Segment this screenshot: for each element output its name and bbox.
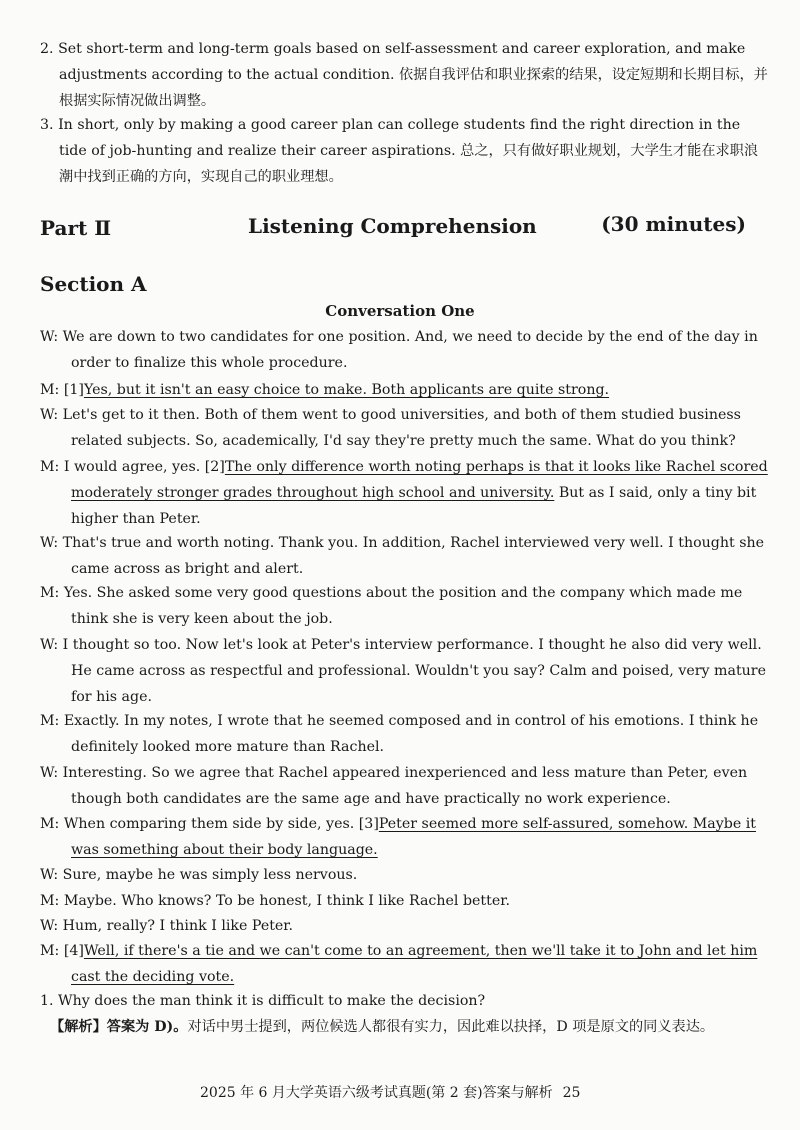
dialogue-line [40, 708, 783, 760]
dialogue-line [40, 402, 783, 454]
speaker-label: M: [40, 585, 60, 601]
line-text: When comparing them side by side, yes. [3] [63, 816, 379, 832]
speaker-label: M: [40, 943, 60, 959]
line-text: We are down to two candidates for one position. And, we need to decide by the end of the day in order to finalize this whole procedure. [62, 329, 758, 371]
part-title: Listening Comprehension [248, 214, 537, 238]
speaker-label: W: [40, 867, 59, 883]
analysis [50, 1014, 760, 1040]
line-text: Interesting. So we agree that Rachel appeared inexperienced and less mature than Peter, even though both candidates are the same age and have practically no work experience. [62, 765, 748, 807]
page-number: 25 [562, 1085, 581, 1101]
dialogue-line [40, 454, 783, 532]
underlined-answer-text: The only difference worth noting perhaps is that it looks like Rachel scored moderately stronger grades throughout high school and university. [71, 459, 768, 501]
line-text: I thought so too. Now let's look at Peter's interview performance. I thought he also did very well. He came across as respectful and professional. Wouldn't you say? Calm and poised, very mature for his age. [62, 637, 766, 705]
speaker-label: W: [40, 407, 59, 423]
speaker-label: W: [40, 637, 59, 653]
dialogue-line [40, 377, 783, 403]
line-text: Exactly. In my notes, I wrote that he seemed composed and in control of his emotions. I think he definitely looked more mature than Rachel. [63, 713, 759, 755]
question-1: 1. Why does the man think it is difficult to make the decision? [40, 993, 486, 1009]
dialogue-line [40, 811, 783, 863]
dialogue-line [40, 760, 783, 812]
underlined-answer-text: Well, if there's a tie and we can't come to an agreement, then we'll take it to John and let him cast the deciding vote. [71, 943, 758, 985]
speaker-label: M: [40, 382, 60, 398]
underlined-answer-text: Yes, but it isn't an easy choice to make. Both applicants are quite strong. [83, 382, 610, 398]
line-text: I would agree, yes. [2] [63, 459, 225, 475]
dialogue-line [40, 888, 783, 914]
speaker-label: M: [40, 713, 60, 729]
line-text: Yes. She asked some very good questions about the position and the company which made me think she is very keen about the job. [63, 585, 743, 627]
section-heading: Section A [40, 272, 147, 296]
dialogue-line [40, 913, 783, 939]
item-text: In short, only by making a good career plan can college students find the right direction in the tide of job-hunting and realize their career aspirations. 总之，只有做好职业规划，大学生才能在求职浪潮中找到正确的方向，实现自己的职业理想。 [58, 117, 759, 185]
item-number: 3. [40, 117, 54, 133]
footer-title: 2025 年 6 月大学英语六级考试真题(第 2 套)答案与解析 [200, 1085, 553, 1101]
list-item-3 [40, 112, 771, 190]
speaker-label: W: [40, 765, 59, 781]
item-text: Set short-term and long-term goals based on self-assessment and career exploration, and make adjustments according to the actual condition. 依据自我评估和职业探索的结果，设定短期和长期目标，并根据实际情况做出调整。 [58, 41, 768, 109]
analysis-tag: 【解析】答案为 D)。 [50, 1019, 188, 1035]
dialogue-line [40, 530, 783, 582]
conversation-title: Conversation One [325, 302, 475, 320]
line-text: But as I said, only a tiny bit higher than Peter. [71, 485, 757, 527]
part-time: (30 minutes) [601, 212, 746, 236]
part-heading [40, 212, 752, 244]
analysis-text: 对话中男士提到，两位候选人都很有实力，因此难以抉择，D 项是原文的同义表达。 [187, 1019, 715, 1035]
speaker-label: M: [40, 893, 60, 909]
speaker-label: M: [40, 459, 60, 475]
dialogue-line [40, 862, 783, 888]
speaker-label: W: [40, 535, 59, 551]
line-text: [4] [63, 943, 84, 959]
part-label: Part Ⅱ [40, 216, 112, 240]
list-item-2 [40, 36, 771, 114]
line-text: Hum, really? I think I like Peter. [62, 918, 294, 934]
underlined-answer-text: Peter seemed more self-assured, somehow. Maybe it was something about their body language. [71, 816, 756, 858]
line-text: Maybe. Who knows? To be honest, I think I like Rachel better. [63, 893, 510, 909]
line-text: Let's get to it then. Both of them went to good universities, and both of them studied business related subjects. So, academically, I'd say they're pretty much the same. What do you think? [62, 407, 741, 449]
line-text: [1] [63, 382, 84, 398]
dialogue-line [40, 580, 783, 632]
dialogue-line [40, 324, 783, 376]
line-text: That's true and worth noting. Thank you. In addition, Rachel interviewed very well. I thought she came across as bright and alert. [62, 535, 765, 577]
line-text: Sure, maybe he was simply less nervous. [62, 867, 358, 883]
dialogue-line [40, 632, 783, 710]
speaker-label: W: [40, 918, 59, 934]
speaker-label: W: [40, 329, 59, 345]
speaker-label: M: [40, 816, 60, 832]
page-footer [200, 1082, 620, 1102]
dialogue-line [40, 938, 783, 990]
item-number: 2. [40, 41, 54, 57]
